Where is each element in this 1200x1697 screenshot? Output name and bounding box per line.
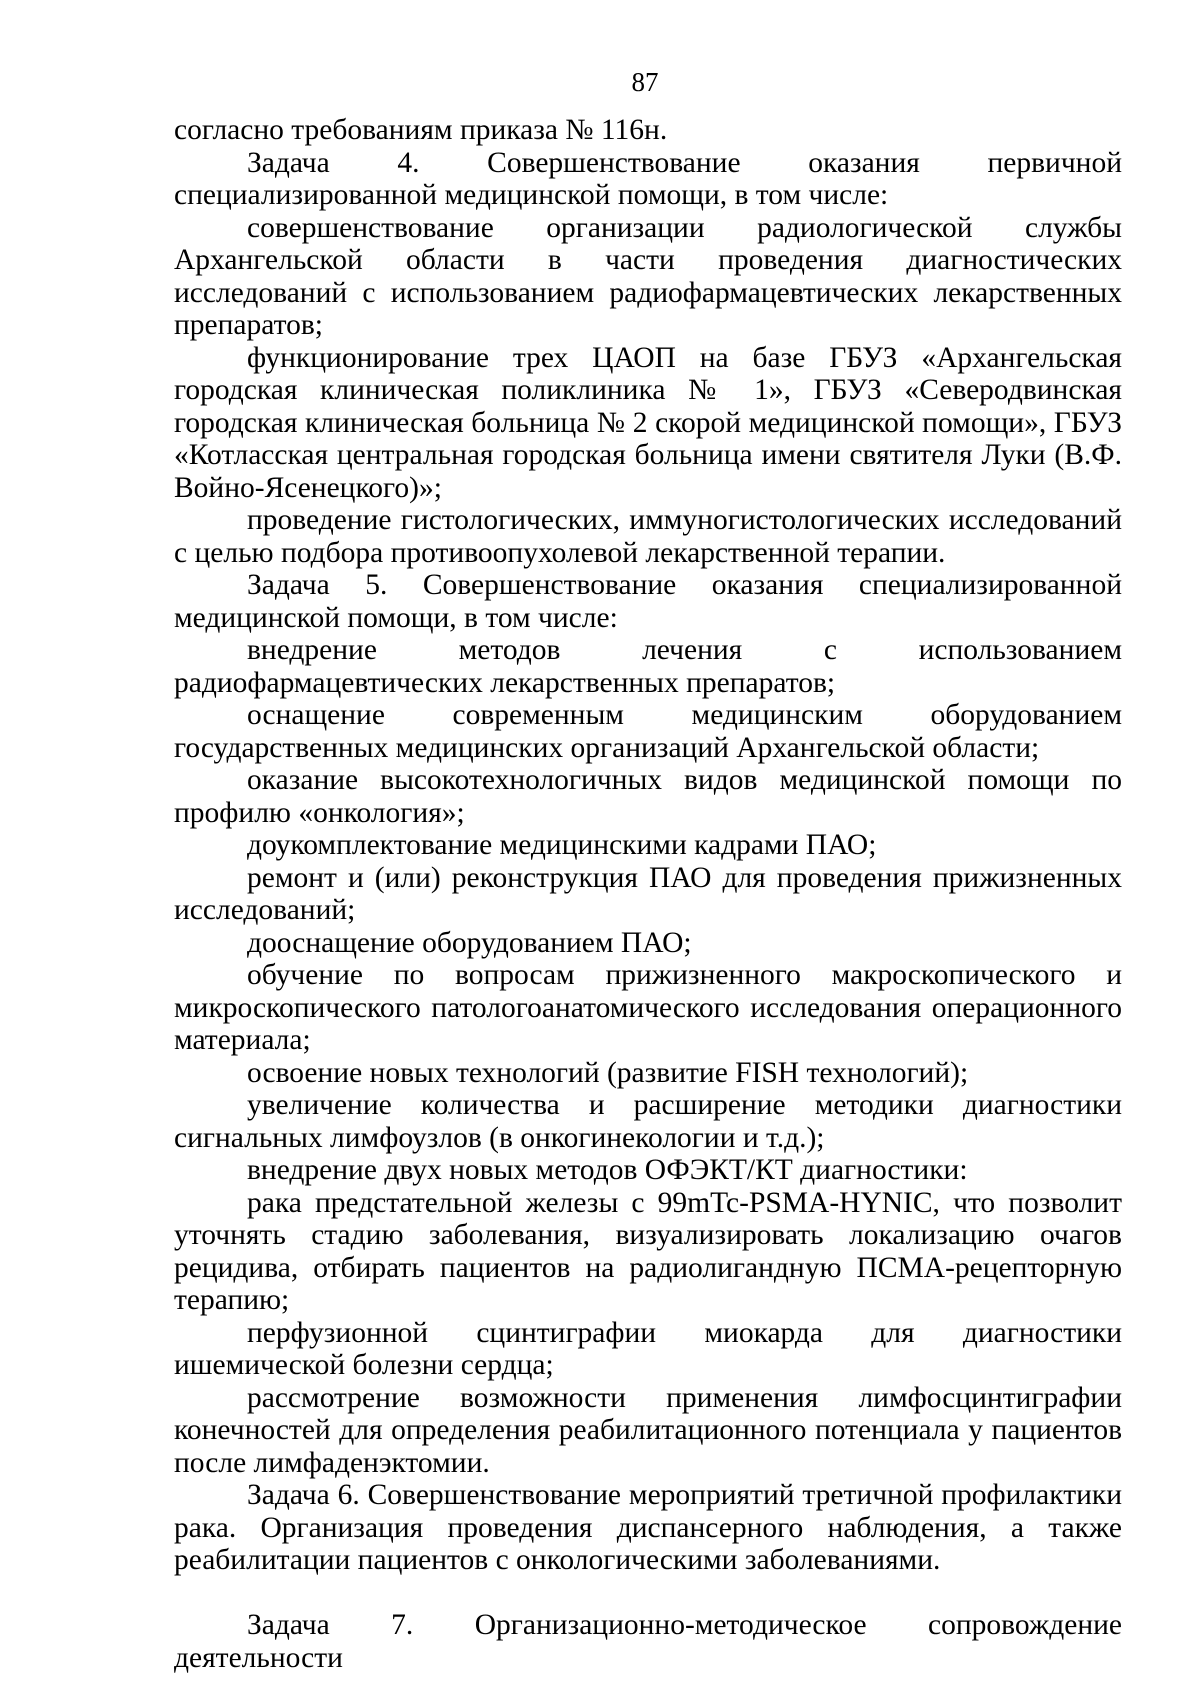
paragraph-spect-ct: внедрение двух новых методов ОФЭКТ/КТ диагностики:	[247, 1154, 968, 1186]
paragraph-equipment: оснащение современным медицинским оборудованием государственных медицинских организаций Архангельской области;	[174, 699, 1122, 764]
paragraph-order-reference: согласно требованиям приказа № 116н.	[174, 114, 668, 146]
paragraph-three-centers: функционирование трех ЦАОП на базе ГБУЗ «Архангельская городская клиническая поликлиника № 1», ГБУЗ «Северодвинская городская клиническая больница № 2 скорой медицинской помощи», ГБУЗ «Котласская центральная городская больница имени святителя Луки (В.Ф. Войно-Ясенецкого)»;	[174, 341, 1122, 504]
paragraph-task-4: Задача 4. Совершенствование оказания первичной специализированной медицинской помощи, в том числе:	[174, 146, 1122, 211]
paragraph-repair: ремонт и (или) реконструкция ПАО для проведения прижизненных исследований;	[174, 861, 1122, 926]
paragraph-perfusion: перфузионной сцинтиграфии миокарда для диагностики ишемической болезни сердца;	[174, 1316, 1122, 1381]
paragraph-training: обучение по вопросам прижизненного макроскопического и микроскопического патологоанатомического исследования операционного материала;	[174, 959, 1122, 1056]
paragraph-fish: освоение новых технологий (развитие FISH технологий);	[247, 1056, 969, 1089]
paragraph-staffing: доукомплектование медицинскими кадрами ПАО;	[247, 829, 877, 861]
paragraph-task-6: Задача 6. Совершенствование мероприятий третичной профилактики рака. Организация проведения диспансерного наблюдения, а также реабилитации пациентов с онкологическими заболеваниями.	[174, 1479, 1122, 1576]
paragraph-radiology-service: совершенствование организации радиологической службы Архангельской области в части проведения диагностических исследований с использованием радиофармацевтических лекарственных препаратов;	[174, 211, 1122, 341]
paragraph-task-5: Задача 5. Совершенствование оказания специализированной медицинской помощи, в том числе:	[174, 569, 1122, 634]
paragraph-radiopharm-treatment: внедрение методов лечения с использованием радиофармацевтических лекарственных препаратов;	[174, 634, 1122, 699]
paragraph-prostate: рака предстательной железы с 99mTc-PSMA-HYNIC, что позволит уточнять стадию заболевания, визуализировать локализацию очагов рецидива, отбирать пациентов на радиолигандную ПСМА-рецепторную терапию;	[174, 1186, 1122, 1316]
paragraph-re-equipment: дооснащение оборудованием ПАО;	[247, 926, 692, 959]
paragraph-task-7: Задача 7. Организационно-методическое сопровождение деятельности	[174, 1609, 1122, 1674]
paragraph-lymphoscintigraphy: рассмотрение возможности применения лимфосцинтиграфии конечностей для определения реабилитационного потенциала у пациентов после лимфаденэктомии.	[174, 1381, 1122, 1479]
document-body	[174, 114, 1122, 1674]
paragraph-gap	[174, 1577, 1122, 1610]
paragraph-high-tech-care: оказание высокотехнологичных видов медицинской помощи по профилю «онкология»;	[174, 764, 1122, 829]
paragraph-sentinel-nodes: увеличение количества и расширение методики диагностики сигнальных лимфоузлов (в онкогинекологии и т.д.);	[174, 1089, 1122, 1154]
page-number: 87	[631, 67, 659, 97]
paragraph-histology: проведение гистологических, иммуногистологических исследований с целью подбора противоопухолевой лекарственной терапии.	[174, 504, 1122, 569]
